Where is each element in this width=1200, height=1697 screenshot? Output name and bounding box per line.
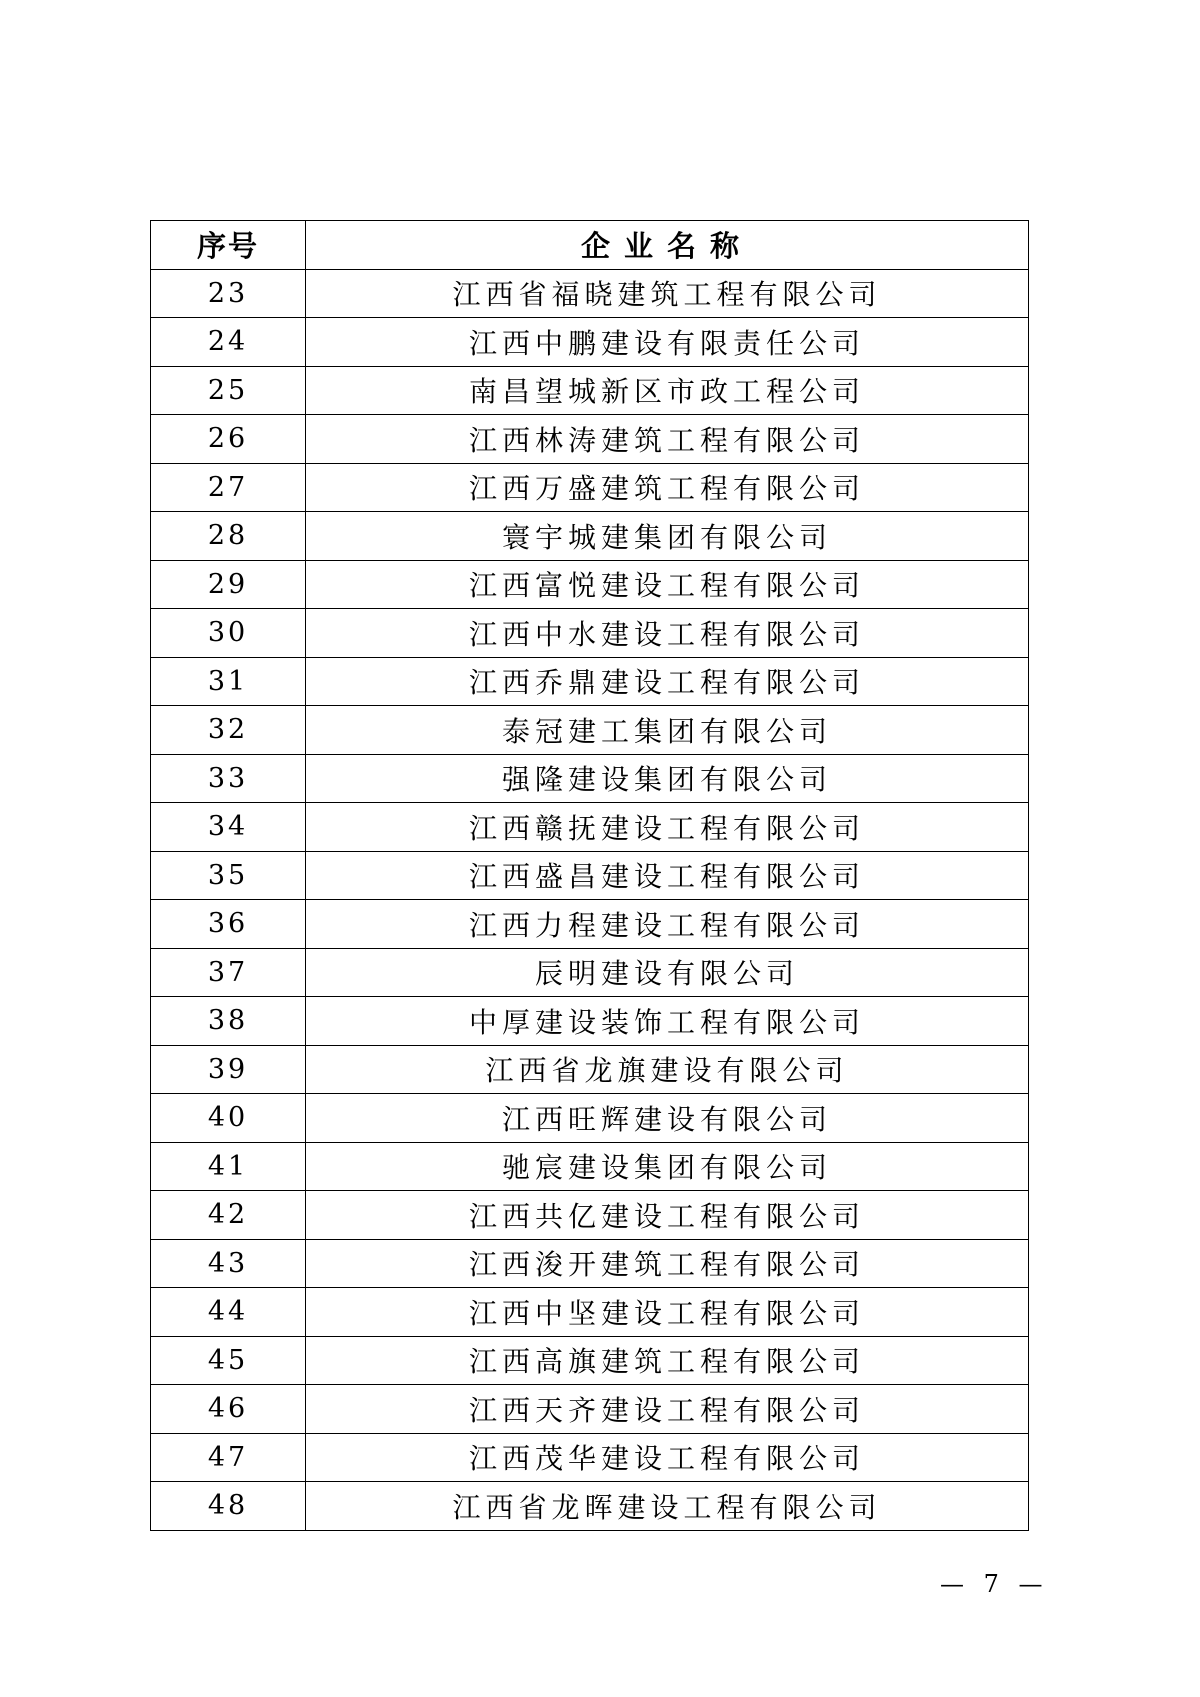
serial-number-cell: 44 xyxy=(151,1288,306,1337)
serial-number-cell: 42 xyxy=(151,1191,306,1240)
company-name-cell: 辰明建设有限公司 xyxy=(306,948,1029,997)
table-row xyxy=(151,463,1029,512)
serial-number-cell: 48 xyxy=(151,1482,306,1531)
header-company-name: 企业名称 xyxy=(306,221,1029,270)
company-name-cell: 江西乔鼎建设工程有限公司 xyxy=(306,657,1029,706)
company-name-cell: 驰宸建设集团有限公司 xyxy=(306,1142,1029,1191)
serial-number-cell: 37 xyxy=(151,948,306,997)
company-name-cell: 江西中水建设工程有限公司 xyxy=(306,609,1029,658)
company-name-cell: 江西天齐建设工程有限公司 xyxy=(306,1385,1029,1434)
company-name-cell: 江西盛昌建设工程有限公司 xyxy=(306,851,1029,900)
page-number: — 7 — xyxy=(940,1570,1049,1598)
table-row xyxy=(151,657,1029,706)
serial-number-cell: 28 xyxy=(151,512,306,561)
serial-number-cell: 45 xyxy=(151,1336,306,1385)
table-row xyxy=(151,1433,1029,1482)
serial-number-cell: 25 xyxy=(151,366,306,415)
serial-number-cell: 35 xyxy=(151,851,306,900)
company-name-cell: 寰宇城建集团有限公司 xyxy=(306,512,1029,561)
company-name-cell: 江西浚开建筑工程有限公司 xyxy=(306,1239,1029,1288)
table-row xyxy=(151,1239,1029,1288)
company-name-cell: 江西省龙旗建设有限公司 xyxy=(306,1045,1029,1094)
company-name-cell: 江西茂华建设工程有限公司 xyxy=(306,1433,1029,1482)
company-name-cell: 江西万盛建筑工程有限公司 xyxy=(306,463,1029,512)
serial-number-cell: 26 xyxy=(151,415,306,464)
serial-number-cell: 34 xyxy=(151,803,306,852)
table-row xyxy=(151,415,1029,464)
serial-number-cell: 38 xyxy=(151,997,306,1046)
company-name-cell: 江西省龙晖建设工程有限公司 xyxy=(306,1482,1029,1531)
company-name-cell: 强隆建设集团有限公司 xyxy=(306,754,1029,803)
table-row xyxy=(151,754,1029,803)
table-row xyxy=(151,706,1029,755)
company-name-cell: 江西林涛建筑工程有限公司 xyxy=(306,415,1029,464)
table-row xyxy=(151,1385,1029,1434)
company-name-cell: 江西中鹏建设有限责任公司 xyxy=(306,318,1029,367)
serial-number-cell: 43 xyxy=(151,1239,306,1288)
serial-number-cell: 32 xyxy=(151,706,306,755)
serial-number-cell: 33 xyxy=(151,754,306,803)
company-name-cell: 江西旺辉建设有限公司 xyxy=(306,1094,1029,1143)
table-row xyxy=(151,851,1029,900)
company-name-cell: 江西富悦建设工程有限公司 xyxy=(306,560,1029,609)
table-row xyxy=(151,1336,1029,1385)
serial-number-cell: 27 xyxy=(151,463,306,512)
company-name-cell: 中厚建设装饰工程有限公司 xyxy=(306,997,1029,1046)
company-name-cell: 江西共亿建设工程有限公司 xyxy=(306,1191,1029,1240)
company-name-cell: 江西省福晓建筑工程有限公司 xyxy=(306,269,1029,318)
serial-number-cell: 24 xyxy=(151,318,306,367)
table-row xyxy=(151,269,1029,318)
company-name-cell: 南昌望城新区市政工程公司 xyxy=(306,366,1029,415)
serial-number-cell: 41 xyxy=(151,1142,306,1191)
serial-number-cell: 46 xyxy=(151,1385,306,1434)
table-row xyxy=(151,609,1029,658)
company-name-cell: 江西高旗建筑工程有限公司 xyxy=(306,1336,1029,1385)
table-row xyxy=(151,803,1029,852)
table-row xyxy=(151,366,1029,415)
table-row xyxy=(151,318,1029,367)
serial-number-cell: 29 xyxy=(151,560,306,609)
company-name-cell: 江西力程建设工程有限公司 xyxy=(306,900,1029,949)
serial-number-cell: 36 xyxy=(151,900,306,949)
table-row xyxy=(151,1482,1029,1531)
header-serial-number: 序号 xyxy=(151,221,306,270)
company-name-cell: 泰冠建工集团有限公司 xyxy=(306,706,1029,755)
table-row xyxy=(151,900,1029,949)
table-row xyxy=(151,997,1029,1046)
table-row xyxy=(151,560,1029,609)
serial-number-cell: 39 xyxy=(151,1045,306,1094)
table-row xyxy=(151,1288,1029,1337)
table-row xyxy=(151,1094,1029,1143)
serial-number-cell: 23 xyxy=(151,269,306,318)
company-name-cell: 江西赣抚建设工程有限公司 xyxy=(306,803,1029,852)
serial-number-cell: 40 xyxy=(151,1094,306,1143)
table-row xyxy=(151,1142,1029,1191)
serial-number-cell: 31 xyxy=(151,657,306,706)
table-row xyxy=(151,1191,1029,1240)
table-body xyxy=(151,269,1029,1530)
table-row xyxy=(151,512,1029,561)
company-list-table xyxy=(150,220,1029,1531)
serial-number-cell: 30 xyxy=(151,609,306,658)
serial-number-cell: 47 xyxy=(151,1433,306,1482)
table-row xyxy=(151,1045,1029,1094)
table-header-row xyxy=(151,221,1029,270)
company-name-cell: 江西中坚建设工程有限公司 xyxy=(306,1288,1029,1337)
table-row xyxy=(151,948,1029,997)
